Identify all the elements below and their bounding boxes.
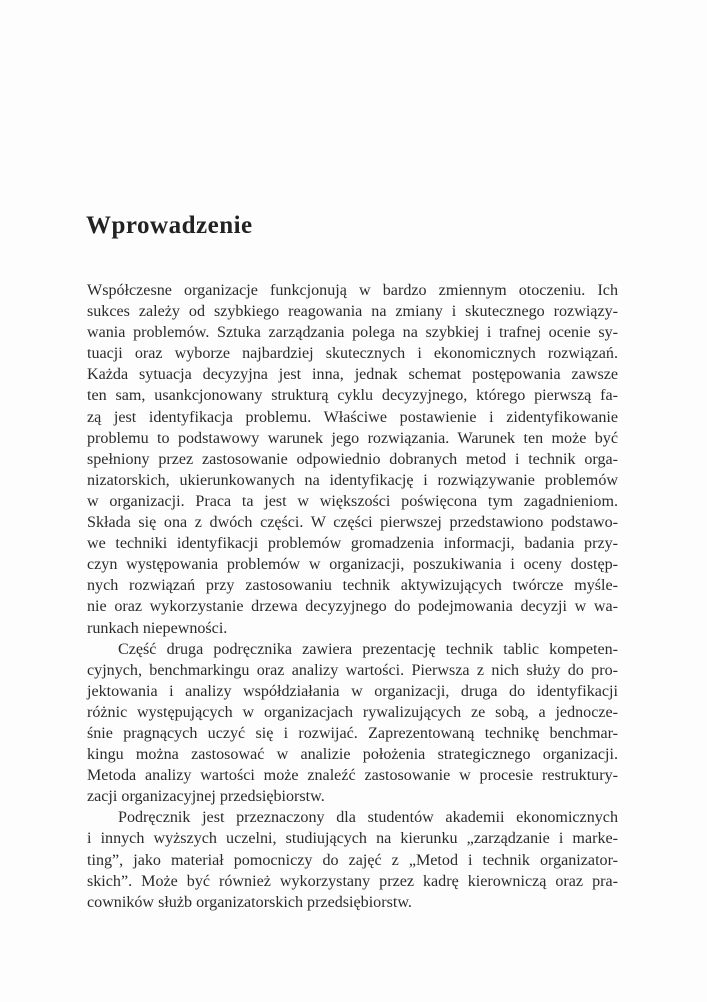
text-line: spełniony przez zastosowanie odpowiednio dobranych metod i technik orga- (87, 450, 618, 468)
text-line: Każda sytuacja decyzyjna jest inna, jednak schemat postępowania zawsze (87, 366, 618, 384)
paragraph-2 (87, 639, 618, 808)
text-line: Składa się ona z dwóch części. W części pierwszej przedstawiono podstawo- (87, 514, 618, 532)
text-line: problemu to podstawowy warunek jego rozwiązania. Warunek ten może być (87, 429, 618, 447)
text-line: skich”. Może być również wykorzystany przez kadrę kierowniczą oraz pra- (87, 872, 618, 890)
text-line: czyn występowania problemów w organizacji, poszukiwania i oceny dostęp- (87, 556, 618, 574)
text-line: runkach niepewności. (87, 619, 228, 637)
text-line: w organizacji. Praca ta jest w większości poświęcona tym zagadnieniom. (87, 492, 618, 510)
text-line: sukces zależy od szybkiego reagowania na zmiany i skutecznego rozwiązy- (87, 303, 618, 321)
text-line: wania problemów. Sztuka zarządzania polega na szybkiej i trafnej ocenie sy- (87, 324, 618, 342)
text-line: śnie pragnących uczyć się i rozwijać. Zaprezentowaną technikę benchmar- (87, 724, 618, 742)
text-line: cyjnych, benchmarkingu oraz analizy wartości. Pierwsza z nich służy do pro- (87, 661, 618, 679)
text-line: nie oraz wykorzystanie drzewa decyzyjnego do podejmowania decyzji w wa- (87, 598, 618, 616)
text-line: Metoda analizy wartości może znaleźć zastosowanie w procesie restruktury- (87, 767, 618, 785)
chapter-body (87, 280, 618, 913)
text-line: nizatorskich, ukierunkowanych na identyfikację i rozwiązywanie problemów (87, 471, 618, 489)
text-line: Współczesne organizacje funkcjonują w bardzo zmiennym otoczeniu. Ich (87, 282, 618, 299)
chapter-heading: Wprowadzenie (86, 212, 253, 239)
text-line: Część druga podręcznika zawiera prezentację technik tablic kompeten- (118, 640, 618, 658)
text-line: zacji organizacyjnej przedsiębiorstw. (87, 788, 325, 806)
text-line: we techniki identyfikacji problemów gromadzenia informacji, badania przy- (87, 535, 618, 553)
text-line: różnic występujących w organizacjach rywalizujących ze sobą, a jednocze- (87, 703, 618, 721)
text-line: jektowania i analizy współdziałania w organizacji, druga do identyfikacji (87, 682, 618, 700)
text-line: Podręcznik jest przeznaczony dla studentów akademii ekonomicznych (118, 809, 618, 827)
text-line: tuacji oraz wyborze najbardziej skutecznych i ekonomicznych rozwiązań. (87, 345, 618, 363)
paragraph-1 (87, 280, 618, 639)
text-line: zą jest identyfikacja problemu. Właściwe postawienie i zidentyfikowanie (87, 408, 618, 426)
text-line: i innych wyższych uczelni, studiujących na kierunku „zarządzanie i marke- (87, 830, 618, 848)
text-line: nych rozwiązań przy zastosowaniu technik aktywizujących twórcze myśle- (87, 577, 618, 595)
text-line: ten sam, usankcjonowany strukturą cyklu decyzyjnego, którego pierwszą fa- (87, 387, 618, 405)
text-line: ting”, jako materiał pomocniczy do zajęć z „Metod i technik organizator- (87, 851, 618, 869)
text-line: cowników służb organizatorskich przedsiębiorstw. (87, 893, 412, 911)
text-line: kingu można zastosować w analizie położenia strategicznego organizacji. (87, 746, 618, 764)
paragraph-3 (87, 807, 618, 912)
